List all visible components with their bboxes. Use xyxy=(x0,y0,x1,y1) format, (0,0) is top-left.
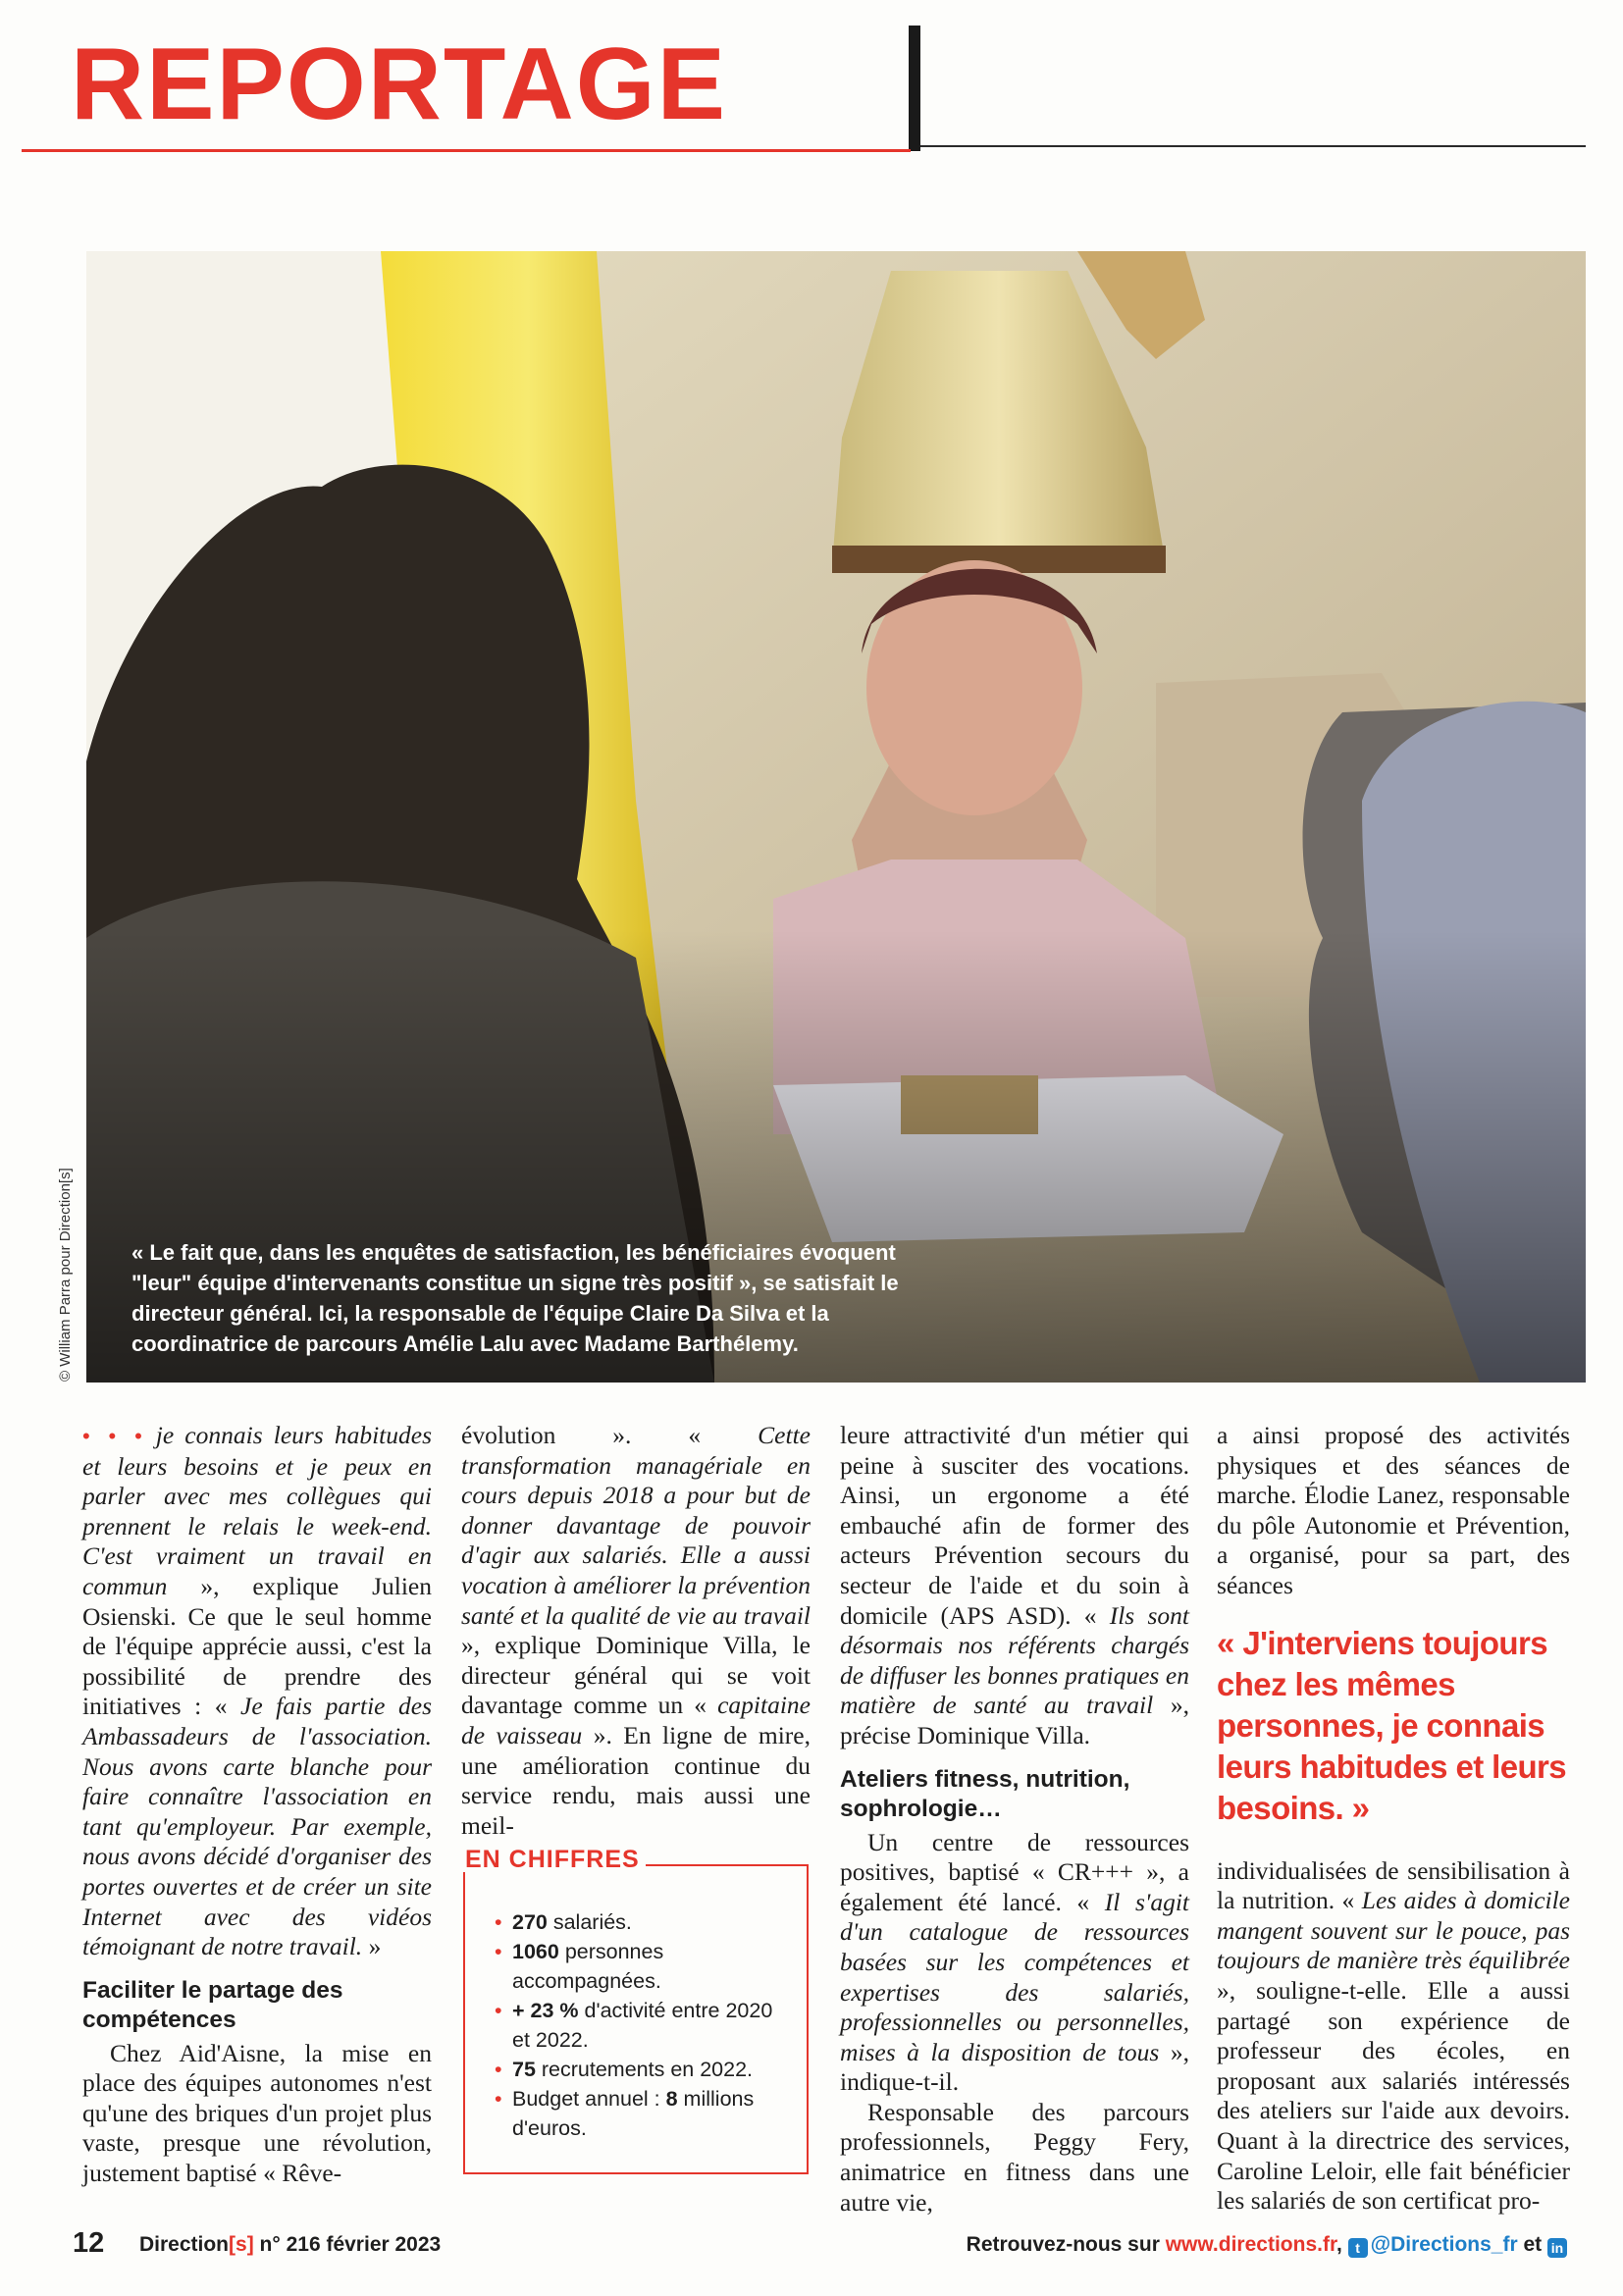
title-underline-red xyxy=(22,149,911,152)
subhead-partage: Faciliter le partage des compétences xyxy=(82,1976,343,2033)
twitter-icon[interactable]: t xyxy=(1348,2238,1368,2258)
col1-paragraph-1: • • • je connais leurs habitudes et leurs besoins et je peux en parler avec mes collègues qui prennent le relais le week-end. C'est vraiment un travail en commun », explique Julien Osienski. Ce que le seul homme de l'équipe apprécie aussi, c'est la possibilité de prendre des initiatives : « Je fais partie des Ambassadeurs de l'association. Nous avons carte blanche pour faire connaître l'association en tant qu'employeur. Par exemple, nous avons décidé d'organiser des portes ouvertes et de créer un site Internet avec des vidéos témoignant de notre travail. » xyxy=(82,1421,432,1961)
key-figure-item: • Budget annuel : 8 millions d'euros. xyxy=(495,2084,793,2143)
key-figures-label: EN CHIFFRES xyxy=(461,1847,646,1872)
title-underline-black xyxy=(920,145,1586,147)
col3-paragraph-3: Responsable des parcours professionnels, Peggy Fery, animatrice en fitness dans une autre vie, xyxy=(840,2097,1189,2217)
key-figures-box xyxy=(463,1846,809,2174)
key-figure-item: • + 23 % d'activité entre 2020 et 2022. xyxy=(495,1996,793,2055)
website-link[interactable]: www.directions.fr xyxy=(1165,2233,1336,2256)
photo-illustration xyxy=(86,251,1586,1383)
col4-paragraph-2: individualisées de sensibilisation à la nutrition. « Les aides à domicile mangent souvent sur le pouce, pas toujours de manière très équilibrée », souligne-t-elle. Elle a aussi partagé son expérience de professeur des écoles, en proposant aux salariés intéressés des ateliers sur l'aide aux devoirs. Quant à la directrice des services, Caroline Leloir, elle fait bénéficier les salariés de son certificat pro- xyxy=(1217,1855,1571,2216)
publication-info: Direction[s] n° 216 février 2023 xyxy=(139,2233,442,2256)
column-2 xyxy=(461,1421,811,1841)
key-figure-item: • 1060 personnes accompagnées. xyxy=(495,1937,793,1996)
photo-credit: © William Parra pour Direction[s] xyxy=(57,1168,74,1382)
column-4 xyxy=(1217,1421,1570,2217)
twitter-handle-link[interactable]: @Directions_fr xyxy=(1370,2233,1518,2256)
pull-quote: « J'interviens toujours chez les mêmes personnes, je connais leurs habitudes et leurs besoins. » xyxy=(1217,1624,1567,1826)
subhead-ateliers: Ateliers fitness, nutrition, sophrologie… xyxy=(840,1765,1130,1822)
key-figure-item: • 75 recrutements en 2022. xyxy=(495,2055,793,2084)
column-3 xyxy=(840,1421,1189,2218)
page-number: 12 xyxy=(73,2227,105,2259)
footer-links: Retrouvez-nous sur www.directions.fr, t @Directions_fr et in xyxy=(967,2233,1570,2258)
key-figures-list xyxy=(465,1866,807,2143)
column-1 xyxy=(82,1421,432,2189)
col4-paragraph-1: a ainsi proposé des activités physiques et des séances de marche. Élodie Lanez, responsable du pôle Autonomie et Prévention, a organisé, pour sa part, des séances xyxy=(1217,1421,1570,1599)
key-figure-item: • 270 salariés. xyxy=(495,1907,793,1937)
col3-paragraph-2: Un centre de ressources positives, baptisé « CR+++ », a également été lancé. « Il s'agit d'un catalogue de ressources basées sur les compétences et expertises des salariés, professionnelles ou personnelles, mises à la disposition de tous », indique-t-il. xyxy=(840,1827,1190,2097)
col1-paragraph-2: Chez Aid'Aisne, la mise en place des équipes autonomes n'est qu'une des briques d'un projet plus vaste, presque une révolution, justement baptisé « Rêve- xyxy=(82,2038,432,2188)
photo-caption: « Le fait que, dans les enquêtes de satisfaction, les bénéficiaires évoquent "leur" équipe d'intervenants constitue un signe très positif », se satisfait le directeur général. Ici, la responsable de l'équipe Claire Da Silva et la coordinatrice de parcours Amélie Lalu avec Madame Barthélemy. xyxy=(131,1240,899,1356)
section-title: REPORTAGE xyxy=(71,27,728,141)
linkedin-icon[interactable]: in xyxy=(1547,2238,1567,2258)
col3-paragraph-1: leure attractivité d'un métier qui peine à susciter des vocations. Ainsi, un ergonome a été embauché afin de former des acteurs Prévention secours du secteur de l'aide et du soin à domicile (APS ASD). « Ils sont désormais nos référents chargés de diffuser les bonnes pratiques en matière de santé au travail », précise Dominique Villa. xyxy=(840,1421,1190,1749)
col2-paragraph-1: évolution ». « Cette transformation managériale en cours depuis 2018 a pour but de donner davantage de pouvoir d'agir aux salariés. Elle a aussi vocation à améliorer la prévention santé et la qualité de vie au travail », explique Dominique Villa, le directeur général qui se voit davantage comme un « capitaine de vaisseau ». En ligne de mire, une amélioration continue du service rendu, mais aussi une meil- xyxy=(461,1421,811,1840)
title-vertical-bar xyxy=(909,26,920,151)
continuation-dots: • • • xyxy=(82,1424,146,1448)
feature-photo xyxy=(86,251,1586,1383)
